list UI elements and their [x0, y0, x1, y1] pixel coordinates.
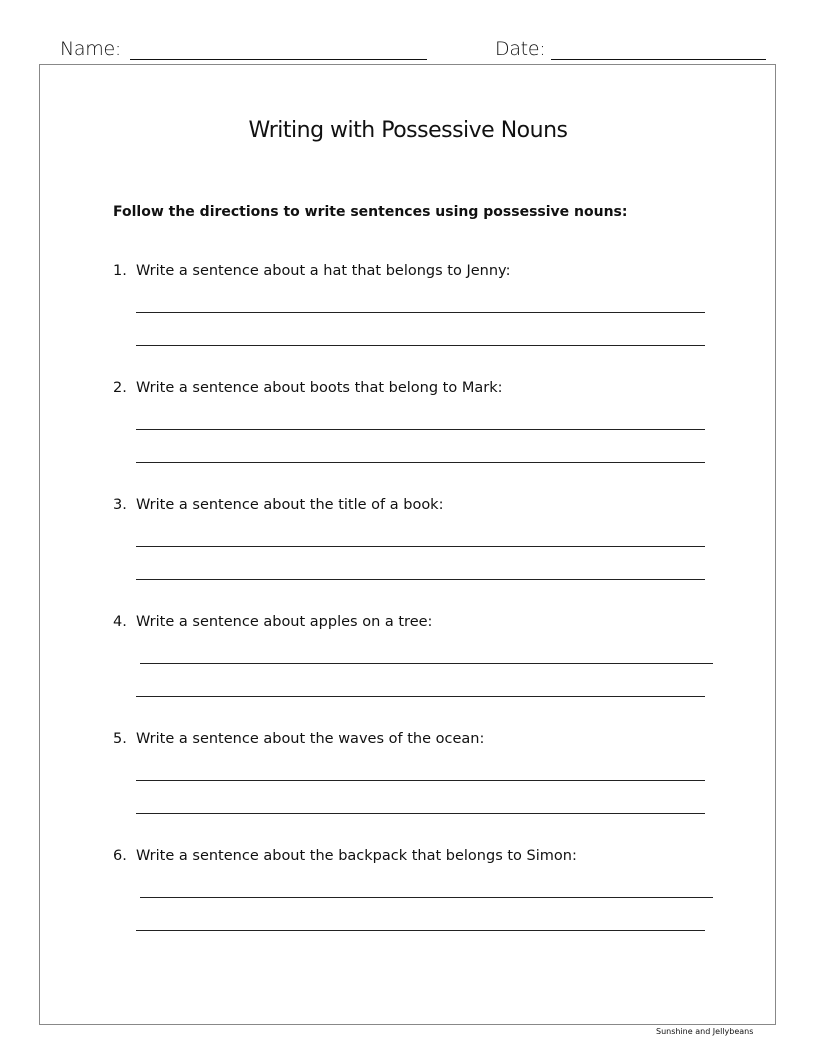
question-number: 1.: [113, 263, 127, 279]
answer-line[interactable]: [136, 312, 705, 313]
answer-line[interactable]: [136, 462, 705, 463]
question-5: [113, 731, 484, 747]
answer-line[interactable]: [136, 813, 705, 814]
answer-line[interactable]: [136, 345, 705, 346]
question-number: 6.: [113, 848, 127, 864]
question-number: 3.: [113, 497, 127, 513]
credit: Sunshine and Jellybeans: [656, 1027, 754, 1036]
question-text: Write a sentence about apples on a tree:: [136, 614, 433, 630]
date-field[interactable]: [551, 59, 766, 60]
question-1: [113, 263, 510, 279]
answer-line[interactable]: [140, 663, 713, 664]
question-4: [113, 614, 432, 630]
answer-line[interactable]: [136, 780, 705, 781]
answer-line[interactable]: [136, 930, 705, 931]
answer-line[interactable]: [140, 897, 713, 898]
page-title: Writing with Possessive Nouns: [248, 118, 568, 143]
question-text: Write a sentence about the backpack that belongs to Simon:: [136, 848, 577, 864]
question-text: Write a sentence about the waves of the ocean:: [136, 731, 485, 747]
question-text: Write a sentence about a hat that belongs to Jenny:: [136, 263, 511, 279]
question-number: 5.: [113, 731, 127, 747]
question-3: [113, 497, 443, 513]
question-text: Write a sentence about boots that belong to Mark:: [136, 380, 503, 396]
question-number: 4.: [113, 614, 127, 630]
question-number: 2.: [113, 380, 127, 396]
answer-line[interactable]: [136, 696, 705, 697]
name-field[interactable]: [130, 59, 427, 60]
question-text: Write a sentence about the title of a book:: [136, 497, 444, 513]
answer-line[interactable]: [136, 429, 705, 430]
question-6: [113, 848, 577, 864]
answer-line[interactable]: [136, 546, 705, 547]
question-2: [113, 380, 502, 396]
directions: Follow the directions to write sentences using possessive nouns:: [113, 204, 628, 220]
date-label: Date:: [495, 38, 546, 60]
answer-line[interactable]: [136, 579, 705, 580]
name-label: Name:: [60, 38, 121, 60]
